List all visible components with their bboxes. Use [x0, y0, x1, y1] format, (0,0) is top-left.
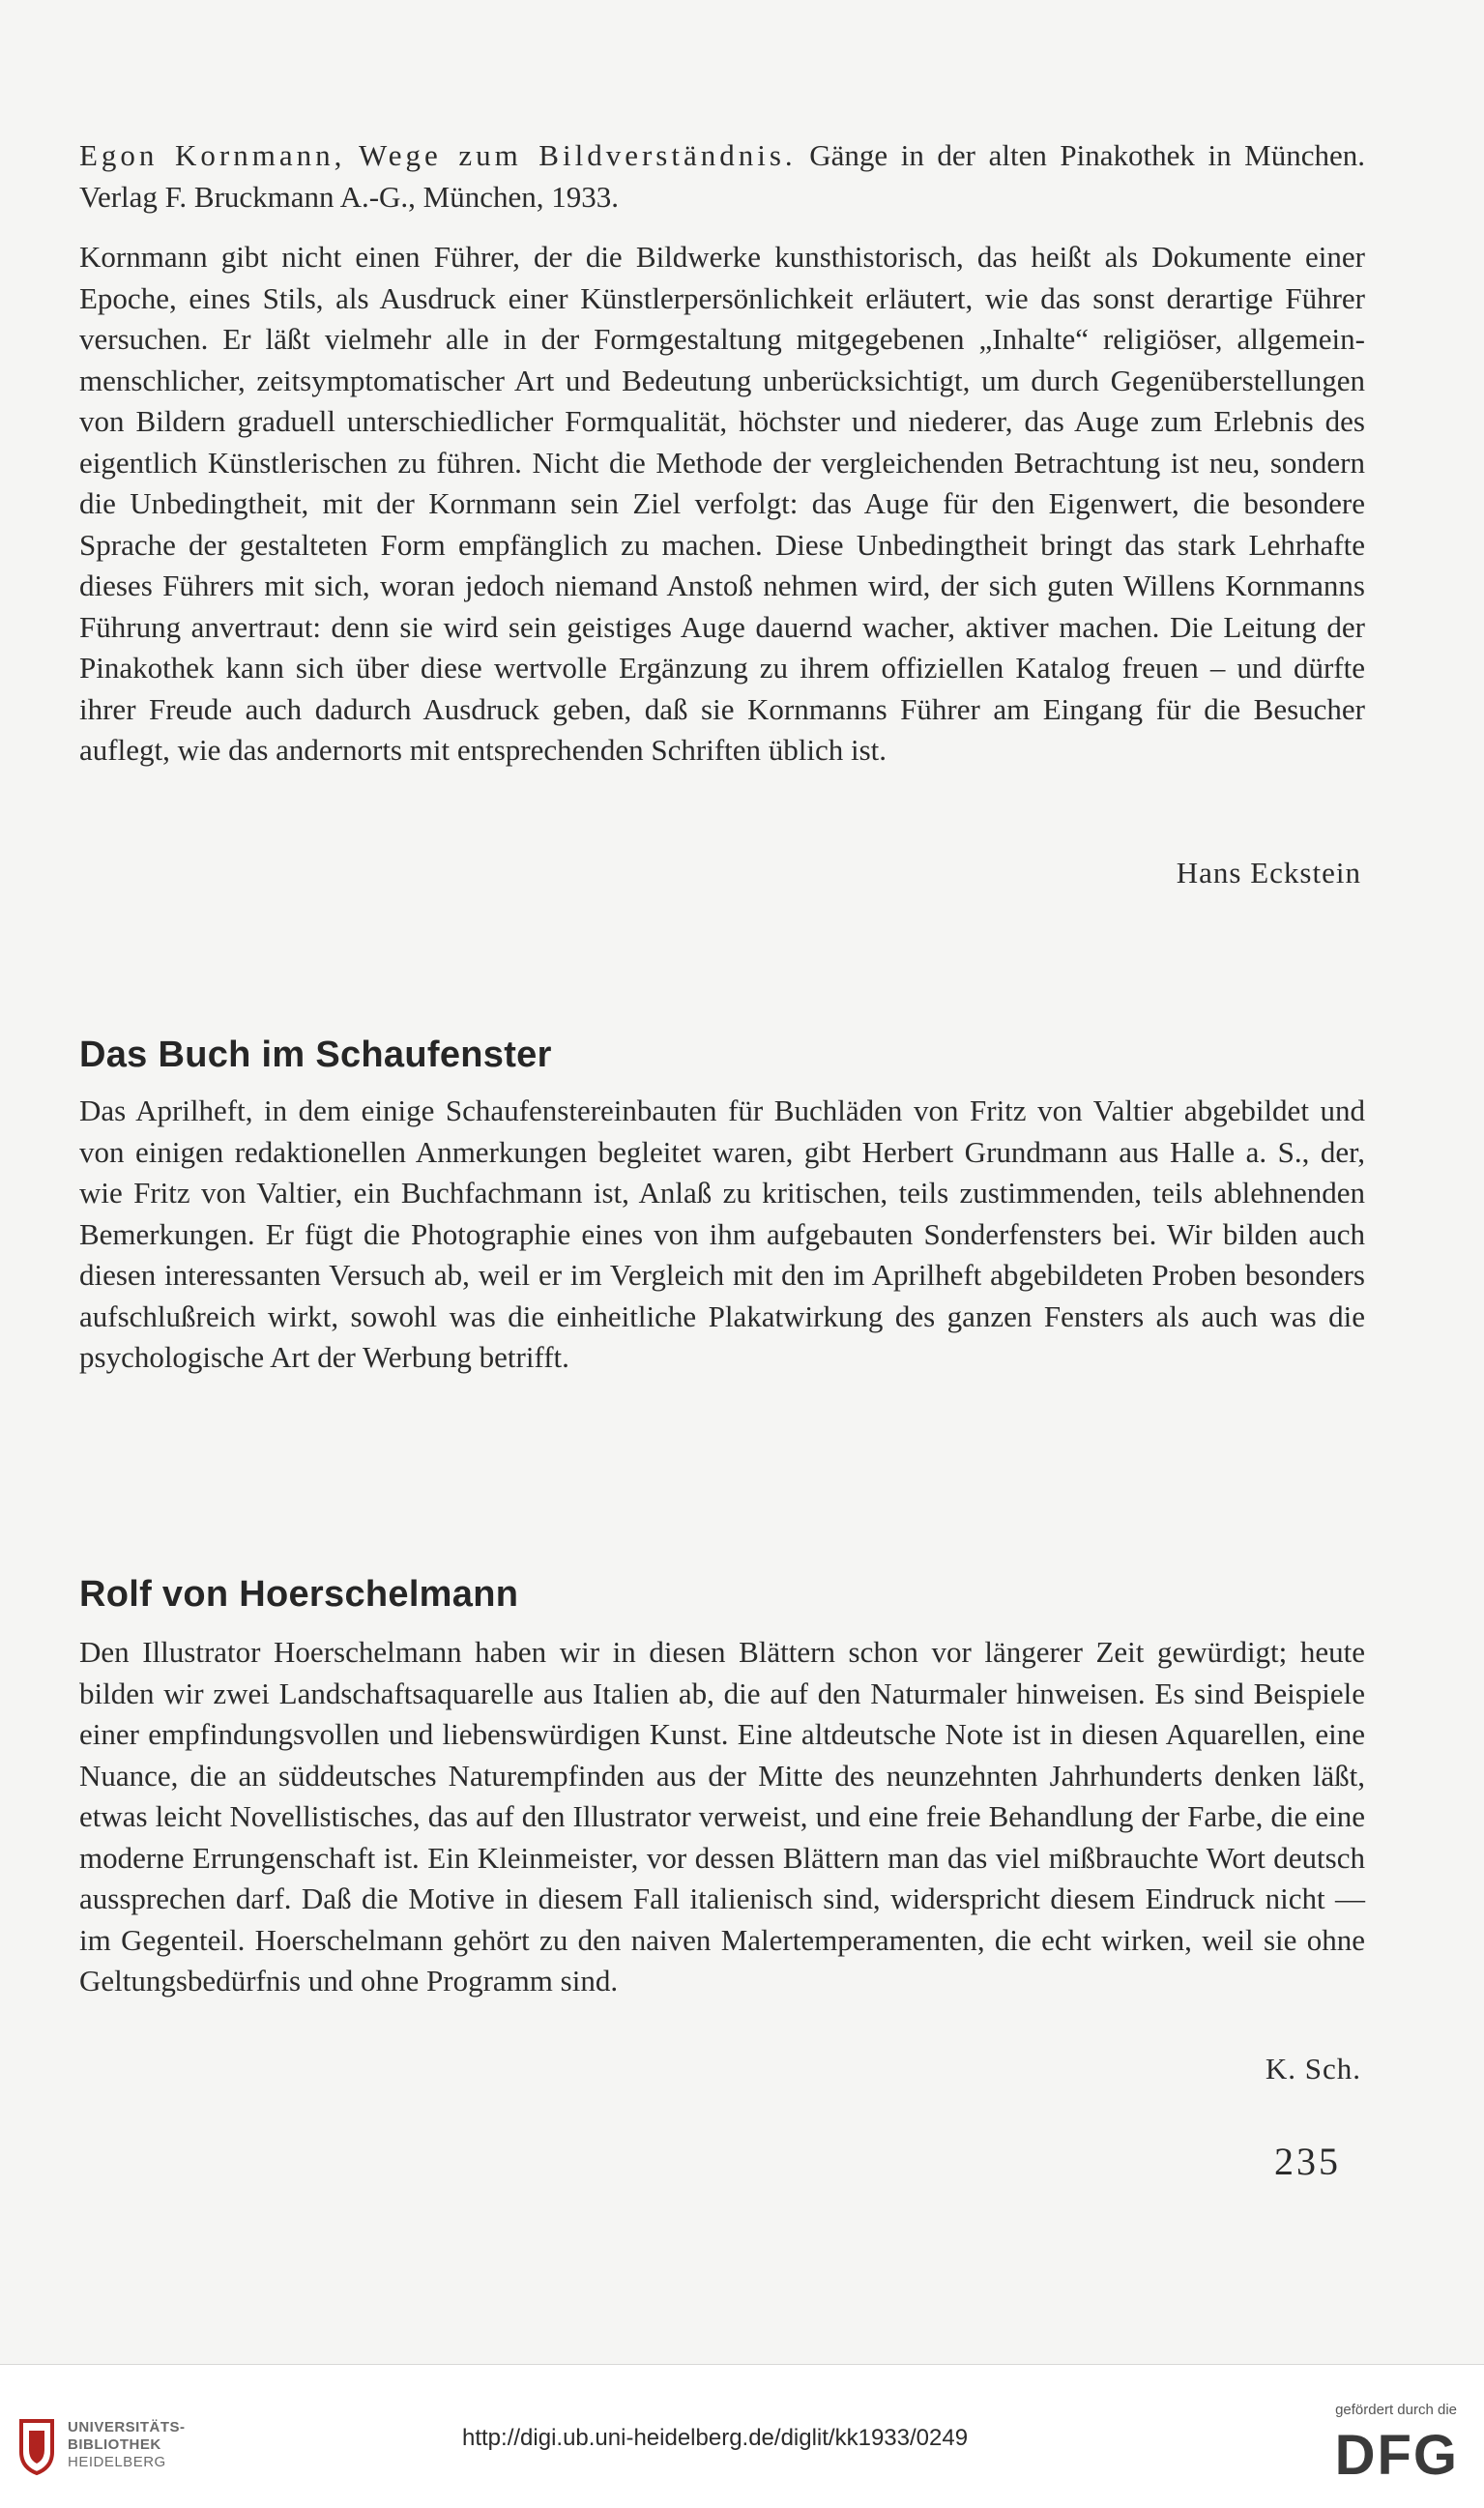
funding-caption: gefördert durch die — [1335, 2402, 1457, 2418]
review-signature: Hans Eckstein — [1176, 856, 1361, 889]
section-heading-schaufenster: Das Buch im Schaufenster — [79, 1035, 552, 1075]
review-citation — [79, 135, 1365, 218]
review-author: Egon Kornmann, — [79, 138, 346, 172]
library-line-1: UNIVERSITÄTS- — [68, 2419, 186, 2435]
section-body-hoerschelmann: Den Illustrator Hoerschelmann haben wir in diesen Blättern schon vor längerer Zeit gewürdigt; heute bilden wir zwei Landschaftsaquarelle aus Italien ab, die auf den Naturmaler hinweisen. Es sind Beispiele einer empfindungsvollen und liebenswürdigen Kunst. Eine altdeutsche Note ist in diesen Aquarellen, eine Nuance, die an süddeutsches Naturempfinden aus der Mitte des neunzehnten Jahrhunderts denken läßt, etwas leicht Novellistisches, das auf den Illustrator verweist, und eine freie Behandlung der Farbe, die eine moderne Errungenschaft ist. Ein Kleinmeister, vor dessen Blättern man das viel mißbrauchte Wort deutsch aussprechen darf. Daß die Motive in diesem Fall italienisch sind, widerspricht diesem Eindruck nicht — im Gegenteil. Hoerschelmann gehört zu den naiven Malertemperamenten, die echt wirken, weil sie ohne Geltungsbedürfnis und ohne Programm sind. — [79, 1635, 1365, 1998]
section-body-schaufenster: Das Aprilheft, in dem einige Schaufenstereinbauten für Buchläden von Fritz von Valtier abgebildet und von einigen redaktionellen Anmerkungen begleitet waren, gibt Herbert Grundmann aus Halle a. S., der, wie Fritz von Valtier, ein Buchfachmann ist, Anlaß zu kritischen, teils zustimmenden, teils ablehnenden Bemerkungen. Er fügt die Photographie eines von ihm aufgebauten Sonderfensters bei. Wir bilden auch diesen interessanten Versuch ab, weil er im Vergleich mit den im Aprilheft abgebildeten Proben besonders aufschlußreich wirkt, sowohl was die einheitliche Plakatwirkung des ganzen Fensters als auch was die psychologische Art der Werbung betrifft. — [79, 1094, 1365, 1374]
review-book-title: Wege zum Bildverständnis. — [358, 138, 797, 172]
viewer-footer — [0, 2365, 1484, 2508]
section-heading-hoerschelmann: Rolf von Hoerschelmann — [79, 1574, 519, 1615]
heidelberg-seal-icon[interactable] — [15, 2413, 58, 2477]
review-citation-rest: Gänge in der alten Pinakothek in München. Verlag F. Bruckmann A.-G., München, 1933. — [79, 138, 1366, 214]
review-body: Kornmann gibt nicht einen Führer, der die Bildwerke kunsthistorisch, das heißt als Dokumente einer Epoche, eines Stils, als Ausdruck einer Künstlerpersönlichkeit erläutert, wie das sonst derartige Führer versuchen. Er läßt vielmehr alle in der Formgestaltung mitgegebenen „Inhalte“ religiöser, allgemein-menschlicher, zeitsymptomatischer Art und Bedeutung unberücksichtigt, um durch Gegenüberstellungen von Bildern graduell unterschiedlicher Formqualität, höchster und niederer, das Auge zum Erlebnis des eigentlich Künstlerischen zu führen. Nicht die Methode der vergleichenden Betrachtung ist neu, sondern die Unbedingtheit, mit der Kornmann sein Ziel verfolgt: das Auge für den Eigenwert, die besondere Sprache der gestalteten Form empfänglich zu machen. Diese Unbedingtheit bringt das stark Lehrhafte dieses Führers mit sich, woran jedoch niemand Anstoß nehmen wird, der sich guten Willens Kornmanns Führung anvertraut: denn sie wird sein geistiges Auge dauernd wacher, aktiver machen. Die Leitung der Pinakothek kann sich über diese wertvolle Ergänzung zu ihrem offiziellen Katalog freuen – und dürfte ihrer Freude auch dadurch Ausdruck geben, daß sie Kornmanns Führer am Eingang für die Besucher auflegt, wie das andernorts mit entsprechenden Schriften üblich ist. — [79, 240, 1365, 767]
library-name — [68, 2419, 186, 2471]
library-line-2: BIBLIOTHEK — [68, 2436, 161, 2453]
dfg-logo[interactable]: DFG — [1334, 2424, 1459, 2487]
section-signature: K. Sch. — [1265, 2052, 1361, 2085]
permalink-url[interactable]: http://digi.ub.uni-heidelberg.de/diglit/kk1933/0249 — [462, 2425, 969, 2451]
page-number: 235 — [1274, 2140, 1341, 2183]
library-line-3: HEIDELBERG — [68, 2454, 166, 2470]
